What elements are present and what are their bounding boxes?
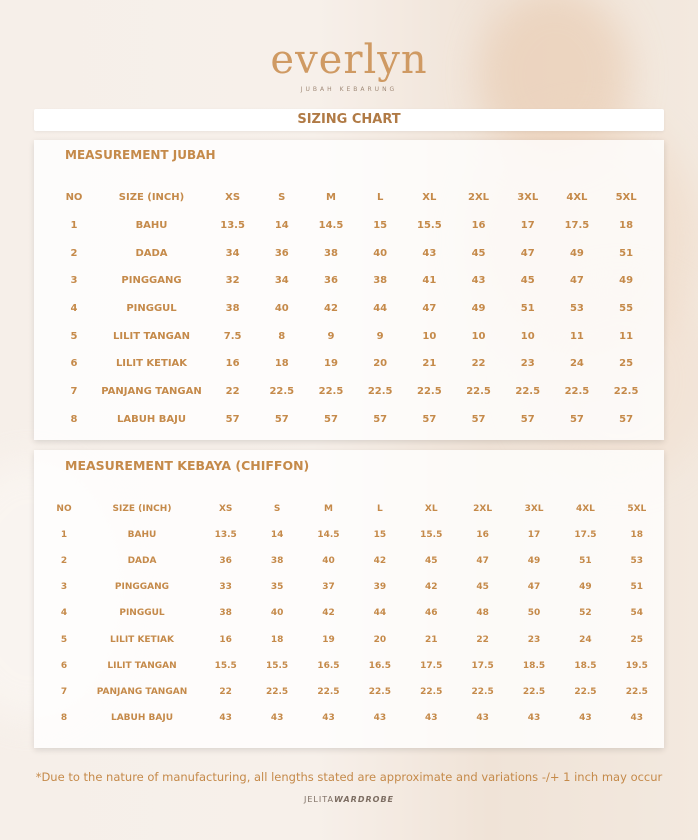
size-value: 57 <box>274 413 289 425</box>
size-value: 18 <box>630 530 644 541</box>
measurement-name: LABUH BAJU <box>110 712 173 723</box>
size-value: 13.5 <box>214 530 237 541</box>
table-row <box>44 653 663 679</box>
size-value: 57 <box>471 413 486 425</box>
column-header: S <box>273 504 281 515</box>
size-value: 38 <box>373 275 388 287</box>
size-value: 22 <box>471 358 486 370</box>
size-value: 49 <box>471 303 486 315</box>
size-value: 41 <box>422 275 437 287</box>
size-value: 22.5 <box>367 386 393 398</box>
kebaya-card <box>34 450 664 748</box>
size-value: 32 <box>225 275 240 287</box>
table-row <box>53 212 651 240</box>
size-value: 45 <box>424 556 438 567</box>
size-value: 34 <box>225 247 240 259</box>
size-value: 57 <box>619 413 634 425</box>
size-value: 22.5 <box>466 386 491 398</box>
size-value: 53 <box>569 303 584 315</box>
row-number: 8 <box>70 413 78 425</box>
size-value: 42 <box>324 303 338 315</box>
size-value: 34 <box>274 275 289 287</box>
size-value: 49 <box>619 275 634 287</box>
size-value: 43 <box>424 712 438 723</box>
jubah-table-body <box>53 212 651 434</box>
size-value: 22 <box>219 686 232 697</box>
size-value: 42 <box>424 582 438 593</box>
size-value: 18.5 <box>522 660 546 671</box>
size-value: 45 <box>520 275 535 287</box>
size-value: 22.5 <box>269 386 295 398</box>
column-header: SIZE (INCH) <box>118 192 185 204</box>
column-header: NO <box>65 192 83 204</box>
row-number: 4 <box>60 608 68 619</box>
row-number: 2 <box>60 556 68 567</box>
size-value: 46 <box>424 608 438 619</box>
brand-name: everlyn <box>270 37 428 83</box>
size-value: 16 <box>225 358 240 370</box>
column-header: M <box>323 504 333 515</box>
size-value: 52 <box>579 608 592 619</box>
size-value: 51 <box>630 582 644 593</box>
size-value: 13.5 <box>220 220 245 232</box>
size-value: 14.5 <box>318 220 344 232</box>
size-value: 53 <box>630 556 644 567</box>
size-value: 15.5 <box>417 220 442 232</box>
size-value: 47 <box>527 582 541 593</box>
size-value: 8 <box>278 330 286 342</box>
size-value: 25 <box>630 634 644 645</box>
table-row <box>44 574 663 600</box>
column-header: 5XL <box>627 504 647 515</box>
size-value: 57 <box>373 413 388 425</box>
size-value: 23 <box>520 358 535 370</box>
size-value: 19.5 <box>625 660 648 671</box>
size-value: 10 <box>471 330 486 342</box>
measurement-name: LILIT TANGAN <box>113 330 190 342</box>
size-value: 40 <box>270 608 284 619</box>
size-value: 17.5 <box>574 530 597 541</box>
table-row <box>53 295 651 323</box>
size-value: 57 <box>324 413 338 425</box>
size-value: 36 <box>219 556 232 567</box>
size-value: 43 <box>422 247 437 259</box>
size-value: 7.5 <box>223 330 242 342</box>
size-value: 20 <box>373 358 388 370</box>
kebaya-table-body <box>44 522 663 731</box>
size-value: 43 <box>219 712 232 723</box>
size-value: 54 <box>630 608 644 619</box>
size-value: 17.5 <box>471 660 494 671</box>
brand-subtitle: JUBAH KEBARUNG <box>300 86 398 93</box>
size-value: 49 <box>579 582 592 593</box>
row-number: 3 <box>60 582 68 593</box>
row-number: 5 <box>60 634 68 645</box>
column-header: XL <box>422 192 437 204</box>
table-header-row <box>44 496 663 522</box>
jubah-title: MEASUREMENT JUBAH <box>65 148 216 162</box>
measurement-name: PANJANG TANGAN <box>96 686 188 697</box>
size-value: 22.5 <box>420 686 443 697</box>
size-value: 18 <box>270 634 284 645</box>
size-value: 22.5 <box>368 686 391 697</box>
measurement-name: PINGGANG <box>114 582 170 593</box>
size-value: 17 <box>527 530 541 541</box>
row-number: 2 <box>70 247 78 259</box>
column-header: XS <box>218 504 233 515</box>
size-value: 22.5 <box>574 686 597 697</box>
column-header: 4XL <box>575 504 595 515</box>
row-number: 7 <box>60 686 68 697</box>
column-header: 4XL <box>566 192 588 204</box>
size-value: 15 <box>373 220 388 232</box>
size-value: 22.5 <box>265 686 289 697</box>
size-value: 43 <box>630 712 644 723</box>
measurement-name: PINGGUL <box>126 303 177 315</box>
row-number: 6 <box>60 660 68 671</box>
column-header: 2XL <box>468 192 490 204</box>
measurement-name: BAHU <box>127 530 157 541</box>
footnote: *Due to the nature of manufacturing, all lengths stated are approximate and variations -/+ 1 inch may occur <box>35 770 663 784</box>
row-number: 5 <box>70 330 78 342</box>
size-value: 22.5 <box>625 686 648 697</box>
size-value: 38 <box>219 608 232 619</box>
size-value: 22.5 <box>613 386 639 398</box>
size-value: 23 <box>527 634 541 645</box>
size-value: 24 <box>579 634 592 645</box>
size-value: 45 <box>476 582 489 593</box>
size-value: 43 <box>476 712 489 723</box>
size-value: 22.5 <box>318 386 344 398</box>
size-value: 57 <box>422 413 437 425</box>
size-value: 37 <box>322 582 335 593</box>
footer-brand-part2: WARDROBE <box>333 795 395 804</box>
jubah-table <box>53 184 651 433</box>
row-number: 1 <box>70 220 78 232</box>
size-value: 35 <box>270 582 284 593</box>
measurement-name: LILIT KETIAK <box>115 358 188 370</box>
size-value: 33 <box>219 582 232 593</box>
column-header: NO <box>56 504 72 515</box>
size-value: 36 <box>324 275 338 287</box>
row-number: 3 <box>70 275 78 287</box>
size-value: 11 <box>619 330 634 342</box>
size-value: 10 <box>422 330 437 342</box>
size-value: 22 <box>476 634 489 645</box>
size-value: 19 <box>324 358 338 370</box>
size-value: 49 <box>527 556 541 567</box>
size-value: 45 <box>471 247 486 259</box>
row-number: 1 <box>60 530 68 541</box>
size-value: 18 <box>619 220 634 232</box>
row-number: 7 <box>70 386 78 398</box>
size-value: 49 <box>569 247 584 259</box>
size-value: 48 <box>476 608 489 619</box>
size-value: 22.5 <box>515 386 541 398</box>
size-value: 44 <box>373 608 387 619</box>
column-header: 3XL <box>524 504 544 515</box>
column-header: L <box>376 504 383 515</box>
size-value: 16 <box>476 530 489 541</box>
size-value: 15 <box>373 530 387 541</box>
size-value: 43 <box>322 712 335 723</box>
size-value: 11 <box>569 330 584 342</box>
jubah-card <box>34 140 664 440</box>
size-value: 17 <box>520 220 535 232</box>
column-header: S <box>278 192 286 204</box>
table-row <box>44 522 663 548</box>
row-number: 8 <box>60 712 68 723</box>
row-number: 6 <box>70 358 78 370</box>
measurement-name: PANJANG TANGAN <box>101 386 202 398</box>
size-value: 16 <box>219 634 232 645</box>
size-value: 40 <box>274 303 289 315</box>
table-row <box>44 626 663 652</box>
size-value: 51 <box>619 247 634 259</box>
size-value: 38 <box>270 556 284 567</box>
size-value: 21 <box>424 634 438 645</box>
size-value: 36 <box>274 247 289 259</box>
size-value: 9 <box>327 330 335 342</box>
size-value: 22.5 <box>522 686 546 697</box>
size-value: 44 <box>373 303 388 315</box>
column-header: 2XL <box>473 504 493 515</box>
size-value: 9 <box>376 330 384 342</box>
size-value: 38 <box>225 303 240 315</box>
measurement-name: LILIT TANGAN <box>107 660 177 671</box>
size-value: 51 <box>520 303 535 315</box>
table-row <box>44 705 663 731</box>
footer-brand-part1: JELITA <box>303 795 334 804</box>
size-value: 22.5 <box>471 686 494 697</box>
size-value: 57 <box>569 413 584 425</box>
table-row <box>53 322 651 350</box>
size-value: 47 <box>476 556 489 567</box>
table-row <box>53 239 651 267</box>
measurement-name: DADA <box>135 247 168 259</box>
footer-brand <box>0 795 698 804</box>
size-value: 42 <box>373 556 387 567</box>
size-value: 43 <box>579 712 592 723</box>
size-value: 17.5 <box>564 220 590 232</box>
size-value: 14.5 <box>317 530 340 541</box>
size-value: 43 <box>527 712 541 723</box>
size-value: 15.5 <box>214 660 237 671</box>
brand-logo <box>0 36 698 93</box>
measurement-name: LILIT KETIAK <box>110 634 174 645</box>
row-number: 4 <box>70 303 78 315</box>
column-header: 3XL <box>517 192 539 204</box>
size-value: 22.5 <box>317 686 340 697</box>
column-header: M <box>325 192 336 204</box>
table-row <box>44 679 663 705</box>
column-header: SIZE (INCH) <box>112 504 172 515</box>
size-value: 16.5 <box>317 660 340 671</box>
size-value: 51 <box>579 556 592 567</box>
size-value: 21 <box>422 358 437 370</box>
size-value: 38 <box>324 247 338 259</box>
table-row <box>53 267 651 295</box>
size-value: 39 <box>373 582 387 593</box>
size-value: 15.5 <box>265 660 289 671</box>
table-header-row <box>53 184 651 212</box>
size-value: 18 <box>274 358 289 370</box>
measurement-name: PINGGUL <box>119 608 165 619</box>
size-value: 22 <box>225 386 240 398</box>
size-value: 42 <box>322 608 335 619</box>
size-value: 43 <box>471 275 486 287</box>
table-row <box>44 548 663 574</box>
table-row <box>53 350 651 378</box>
column-header: XL <box>424 504 438 515</box>
size-value: 14 <box>274 220 289 232</box>
size-value: 40 <box>373 247 388 259</box>
page-title: SIZING CHART <box>34 109 664 131</box>
size-value: 47 <box>422 303 437 315</box>
table-row <box>44 600 663 626</box>
measurement-name: DADA <box>127 556 157 567</box>
size-value: 16.5 <box>368 660 391 671</box>
size-value: 50 <box>527 608 541 619</box>
measurement-name: PINGGANG <box>121 275 182 287</box>
kebaya-table <box>44 496 663 731</box>
size-value: 40 <box>322 556 335 567</box>
size-value: 25 <box>619 358 634 370</box>
size-value: 22.5 <box>564 386 590 398</box>
size-value: 55 <box>619 303 634 315</box>
table-row <box>53 406 651 434</box>
size-value: 18.5 <box>574 660 597 671</box>
size-value: 16 <box>471 220 486 232</box>
size-value: 47 <box>569 275 584 287</box>
size-value: 43 <box>373 712 387 723</box>
column-header: 5XL <box>615 192 637 204</box>
size-value: 17.5 <box>420 660 443 671</box>
size-value: 24 <box>569 358 584 370</box>
column-header: XS <box>225 192 241 204</box>
measurement-name: BAHU <box>135 220 168 232</box>
column-header: L <box>376 192 384 204</box>
size-value: 22.5 <box>417 386 442 398</box>
kebaya-title: MEASUREMENT KEBAYA (CHIFFON) <box>65 458 310 473</box>
size-value: 47 <box>520 247 535 259</box>
size-value: 57 <box>225 413 240 425</box>
size-value: 15.5 <box>420 530 443 541</box>
measurement-name: LABUH BAJU <box>117 413 186 425</box>
size-value: 57 <box>520 413 535 425</box>
size-value: 43 <box>270 712 284 723</box>
size-value: 14 <box>270 530 284 541</box>
table-row <box>53 378 651 406</box>
size-value: 19 <box>322 634 335 645</box>
size-value: 20 <box>373 634 387 645</box>
size-value: 10 <box>520 330 535 342</box>
